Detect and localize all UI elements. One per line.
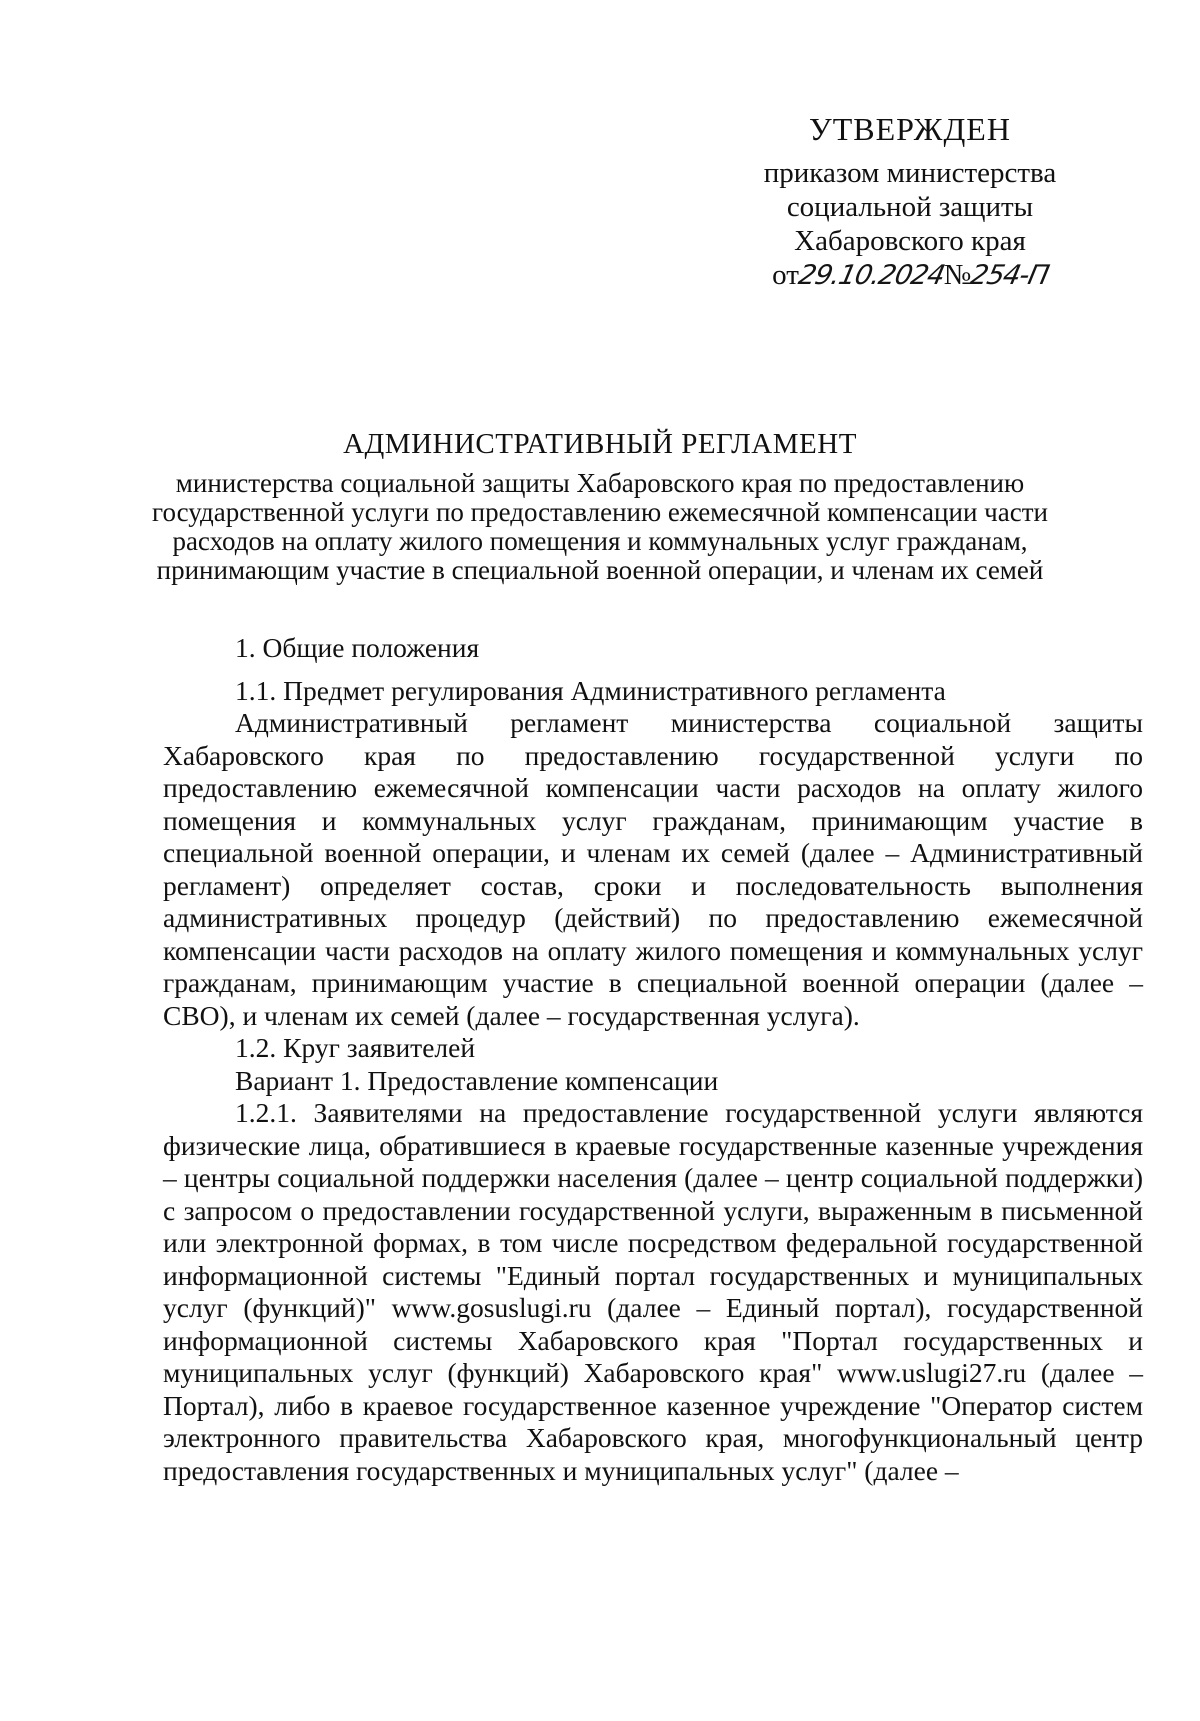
- document-header: [150, 428, 1050, 585]
- document-subtitle-line-1: министерства социальной защиты Хабаровского края по предоставлению: [175, 468, 1025, 498]
- section-heading-1: 1. Общие положения: [235, 632, 480, 663]
- order-date-number: [740, 258, 1080, 293]
- document-subtitle-line-4: принимающим участие в специальной военной операции, и членам их семей: [156, 555, 1044, 585]
- section-heading-1-1: 1.1. Предмет регулирования Административного регламента: [235, 674, 946, 706]
- approval-block: [740, 112, 1080, 293]
- approval-line-2: социальной защиты: [786, 191, 1034, 223]
- approval-line-3: Хабаровского края: [794, 225, 1026, 257]
- date-prefix: от: [772, 259, 799, 291]
- document-subtitle-line-2: государственной услуги по предоставлению ежемесячной компенсации части: [152, 497, 1048, 527]
- paragraph-1-1: Административный регламент министерства социальной защиты Хабаровского края по предоставлению государственной услуги по предоставлению ежемесячной компенсации части расходов на оплату жилого помещения и коммунальных услуг гражданам, принимающим участие в специальной военной операции, и членам их семей (далее – Административный регламент) определяет состав, сроки и последовательность выполнения административных процедур (действий) по предоставлению ежемесячной компенсации части расходов на оплату жилого помещения и коммунальных услуг гражданам, принимающим участие в специальной военной операции (далее – СВО), и членам их семей (далее – государственная услуга).: [163, 707, 1143, 1031]
- handwritten-date: 29.10.2024: [795, 260, 947, 291]
- document-title: АДМИНИСТРАТИВНЫЙ РЕГЛАМЕНТ: [343, 428, 857, 460]
- document-body: [163, 632, 1143, 1487]
- section-heading-1-2: 1.2. Круг заявителей: [235, 1032, 476, 1063]
- variant-heading-1: Вариант 1. Предоставление компенсации: [235, 1064, 719, 1096]
- approval-title: УТВЕРЖДЕН: [809, 111, 1011, 147]
- number-prefix: №: [943, 259, 972, 291]
- paragraph-1-2-1: 1.2.1. Заявителями на предоставление государственной услуги являются физические лица, обратившиеся в краевые государственные казенные учреждения – центры социальной поддержки населения (далее – центр социальной поддержки) с запросом о предоставлении государственной услуги, выраженным в письменной или электронной формах, в том числе посредством федеральной государственной информационной системы "Единый портал государственных и муниципальных услуг (функций)" www.gosuslugi.ru (далее – Единый портал), государственной информационной системы Хабаровского края "Портал государственных и муниципальных услуг (функций) Хабаровского края" www.uslugi27.ru (далее – Портал), либо в краевое государственное казенное учреждение "Оператор систем электронного правительства Хабаровского края, многофункциональный центр предоставления государственных и муниципальных услуг" (далее –: [163, 1097, 1143, 1486]
- document-subtitle-line-3: расходов на оплату жилого помещения и коммунальных услуг гражданам,: [172, 526, 1028, 556]
- approval-line-1: приказом министерства: [763, 157, 1057, 189]
- handwritten-number: 254-П: [968, 260, 1052, 291]
